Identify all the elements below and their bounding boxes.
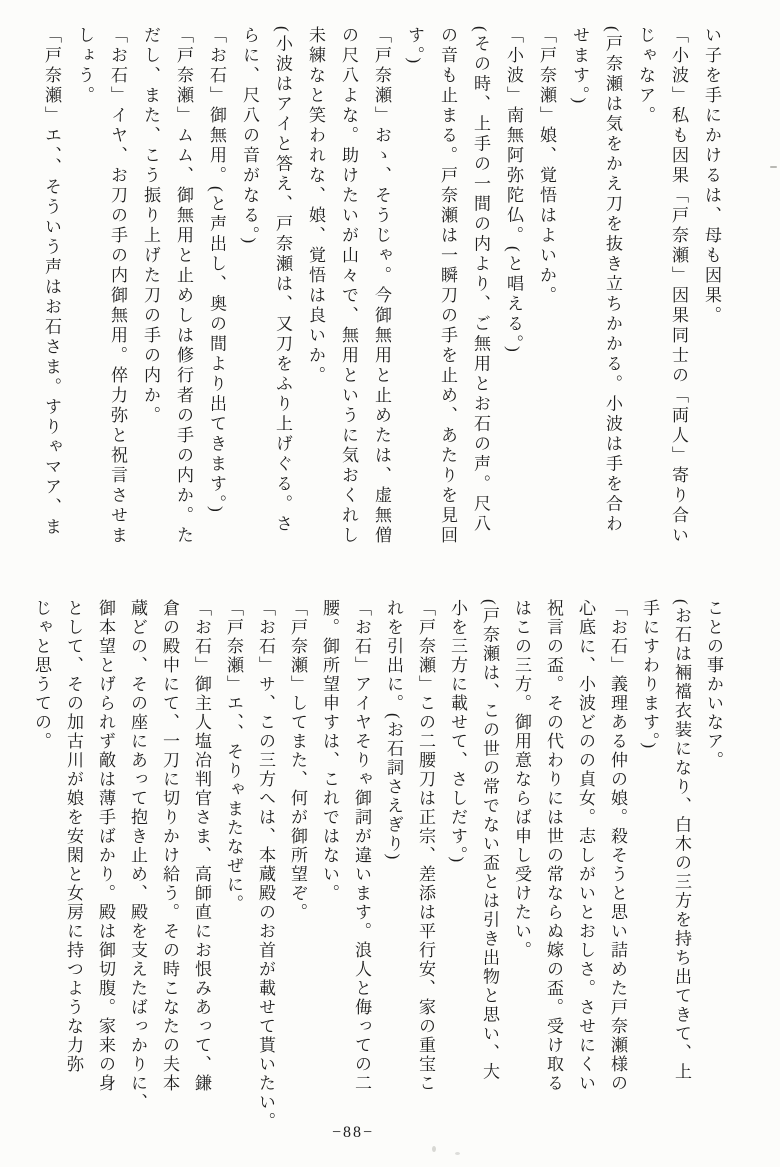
text-line: (戸奈瀬は気をかえ刀を抜き立ちかかる。小波は手を合わ — [603, 26, 622, 535]
text-line: しょう。 — [75, 26, 94, 106]
text-line: 「戸奈瀬」ムム、御無用と止めしは修行者の手の内か。た — [174, 26, 193, 546]
scan-artifact — [455, 1152, 460, 1155]
text-line: 蔵どの、その座にあって抱き止め、殿を支えたばっかりに、 — [128, 599, 147, 1112]
text-line: 手にすわります。) — [640, 599, 659, 751]
text-line: 「戸奈瀬」エ、、そういう声はお石さま。すりゃマア、ま — [42, 26, 61, 538]
text-line: 祝言の盃。その代わりには世の常ならぬ嫁の盃。受け取る — [544, 599, 563, 1093]
text-line: 「お石」サ、この三方へは、本蔵殿のお首が載せて貰いたい。 — [256, 599, 275, 1131]
text-line: 「戸奈瀬」この二腰刀は正宗、差添は平行安、家の重宝こ — [416, 599, 435, 1093]
text-line: 「戸奈瀬」エ、、そりゃまたなぜに。 — [224, 599, 243, 914]
page-number: −88− — [331, 1124, 375, 1141]
text-line: せます。) — [570, 26, 589, 107]
text-line: ことの事かいなア。 — [704, 599, 723, 770]
text-line: として、その加古川が娘を安閑と女房に持つような力弥 — [64, 599, 83, 1074]
text-line: 「お石」義理ある仲の娘。殺そうと思い詰めた戸奈瀬様の — [608, 599, 627, 1093]
text-line: (戸奈瀬は、この世の常でない盃とは引き出物と思い、大 — [480, 599, 499, 1082]
text-line: す。) — [405, 26, 424, 67]
text-block-top — [35, 26, 728, 571]
text-line: 「お石」御無用。(と声出し、奥の間より出てきます。) — [207, 26, 226, 515]
text-line: (お石は裲襠衣装になり、白木の三方を持ち出てきて、上 — [672, 599, 691, 1082]
text-line: じゃなア。 — [636, 26, 655, 126]
text-line: らに、尺八の音がなる。) — [240, 26, 259, 247]
text-line: はこの三方。御用意ならば申し受けたい。 — [512, 599, 531, 960]
text-line: だし、また、こう振り上げた刀の手の内か。 — [141, 26, 160, 426]
text-line: い子を手にかけるは、母も因果。 — [702, 26, 721, 326]
text-line: 「戸奈瀬」おゝ、そうじゃ。今御無用と止めたは、虚無僧 — [372, 26, 391, 546]
text-line: 「戸奈瀬」してまた、何が御所望ぞ。 — [288, 599, 307, 922]
text-line: 「小波」私も因果「戸奈瀬」因果同士の「両人」寄り合い — [669, 26, 688, 546]
scan-artifact — [432, 1146, 436, 1152]
text-line: 「お石」御主人塩冶判官さま、高師直にお恨みあって、鎌 — [192, 599, 211, 1093]
text-line: れを引出に。(お石詞さえぎり) — [384, 599, 403, 862]
text-line: じゃと思うての。 — [32, 599, 51, 751]
text-line: 小を三方に載せて、さしだす。) — [448, 599, 467, 865]
text-line: 未練なと笑われな、娘、覚悟は良いか。 — [306, 26, 325, 386]
text-line: の音も止まる。戸奈瀬は一瞬刀の手を止め、あたりを見回 — [438, 26, 457, 546]
text-line: 腰。御所望申すは、これではない。 — [320, 599, 339, 903]
scan-artifact — [770, 166, 777, 168]
text-line: 「戸奈瀬」娘、覚悟はよいか。 — [537, 26, 556, 306]
text-line: 「お石」イヤ、お刀の手の内御無用。倅力弥と祝言させま — [108, 26, 127, 546]
text-line: の尺八よな。助けたいが山々で、無用というに気おくれし — [339, 26, 358, 546]
text-line: 「お石」アイヤそりゃ御詞が違います。浪人と侮っての二 — [352, 599, 371, 1093]
text-line: 御本望とげられず敵は薄手ばかり。殿は御切腹。家来の身 — [96, 599, 115, 1093]
text-line: 心底に、小波どのの貞女。志しがいとおしさ。させにくい — [576, 599, 595, 1093]
text-line: (その時、上手の一間の内より、ご無用とお石の声。尺八 — [471, 26, 490, 535]
text-line: 「小波」南無阿弥陀仏。(と唱える。) — [504, 26, 523, 355]
text-block-bottom — [25, 599, 729, 1144]
text-line: (小波はアイと答え、戸奈瀬は、又刀をふり上げぐる。さ — [273, 26, 292, 535]
text-line: 倉の殿中にて、一刀に切りかけ給う。その時こなたの夫本 — [160, 599, 179, 1093]
